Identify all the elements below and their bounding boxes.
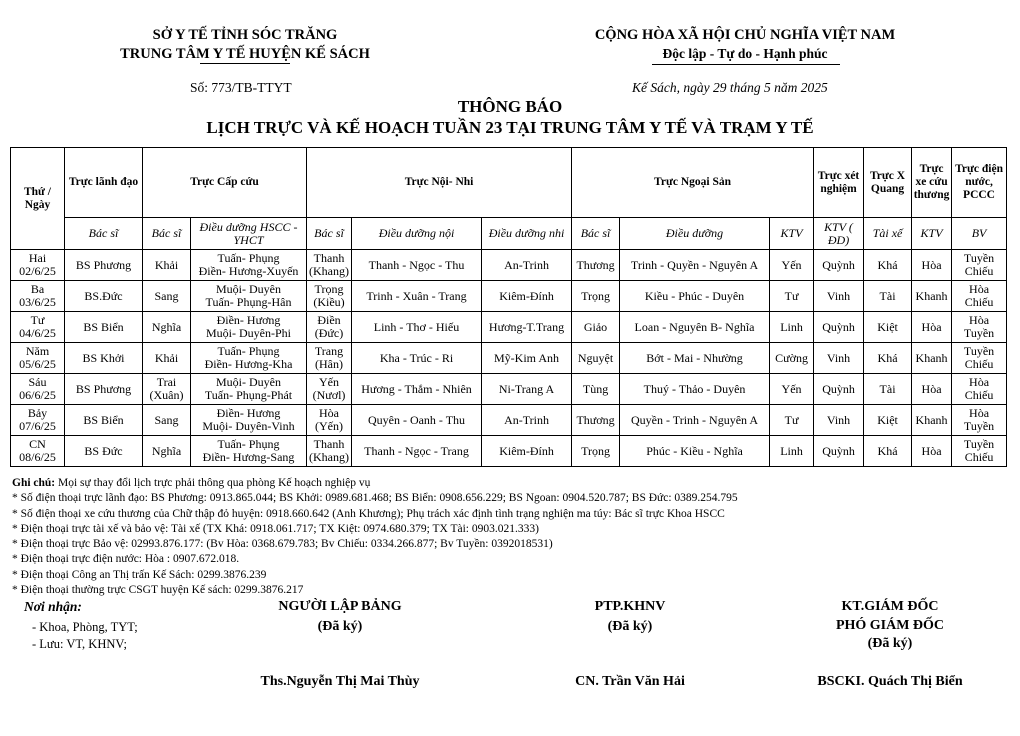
duty-cell: BS Phương [65,250,143,281]
duty-cell: Khá [864,343,912,374]
duty-cell: Hòa [912,312,952,343]
duty-cell: Phúc - Kiều - Nghĩa [620,436,770,467]
duty-cell: Thương [572,250,620,281]
duty-cell: Cường [770,343,814,374]
subheader-cell: Bác sĩ [572,218,620,250]
document-title: THÔNG BÁO [457,97,563,116]
day-cell: Hai 02/6/25 [11,250,65,281]
duty-cell: Thanh - Ngọc - Thu [352,250,482,281]
note-line: * Điện thoại trực điện nước: Hòa : 0907.672.018. [12,553,240,566]
duty-cell: Quỳnh [814,374,864,405]
duty-cell: Khá [864,250,912,281]
subheader-cell: Điều dưỡng HSCC - YHCT [191,218,307,250]
duty-cell: Trai (Xuân) [143,374,191,405]
duty-cell: Hương - Thắm - Nhiên [352,374,482,405]
duty-cell: Sang [143,405,191,436]
notes-label: Ghi chú: [12,477,56,489]
header-ambulance: Trực xe cứu thương [912,148,952,218]
document-number: Số: 773/TB-TTYT [190,80,292,95]
notes-first-line [12,476,1012,491]
header-surgery: Trực Ngoại Sản [572,148,814,218]
subheader-cell: KTV [770,218,814,250]
duty-cell: Quỳnh [814,312,864,343]
duty-cell: Khanh [912,405,952,436]
schedule-row [11,312,1007,343]
duty-cell: Trang (Hân) [307,343,352,374]
subheader-cell: Điều dưỡng nhi [482,218,572,250]
duty-cell: Tuấn- Phụng Điền- Hương-Kha [191,343,307,374]
director-name: BSCKI. Quách Thị Biển [817,674,963,689]
duty-cell: Hòa Chiếu [952,281,1007,312]
header-electric: Trực điện nước, PCCC [952,148,1007,218]
duty-cell: Hòa (Yến) [307,405,352,436]
duty-cell: BS Biển [65,312,143,343]
duty-cell: Thanh (Khang) [307,250,352,281]
note-line: * Điện thoại Công an Thị trấn Kế Sách: 0299.3876.239 [12,568,267,581]
duty-cell: Tuyền Chiếu [952,436,1007,467]
duty-cell: Quyên - Oanh - Thu [352,405,482,436]
day-cell: Năm 05/6/25 [11,343,65,374]
duty-cell: Bớt - Mai - Nhường [620,343,770,374]
duty-cell: Sang [143,281,191,312]
duty-cell: Tư [770,405,814,436]
duty-cell: Khá [864,436,912,467]
duty-cell: An-Trinh [482,405,572,436]
subheader-cell: KTV ( ĐD) [814,218,864,250]
ptp-title: PTP.KHNV [594,599,666,614]
duty-cell: Loan - Nguyên B- Nghĩa [620,312,770,343]
note-line: * Điện thoại trực tài xế và bảo vệ: Tài xế (TX Khá: 0918.061.717; TX Kiệt: 0974.680.379; TX Tài: 0903.021.333) [12,522,539,535]
duty-cell: BS Phương [65,374,143,405]
duty-cell: Hương-T.Trang [482,312,572,343]
duty-cell: Linh [770,436,814,467]
note-line: * Số điện thoại xe cứu thương của Chữ thập đỏ huyện: 0918.660.642 (Anh Khương); Phụ trách xác định tình trạng nghiện ma túy: Bác sĩ trực Khoa HSCC [12,507,725,520]
duty-cell: Trinh - Quyền - Nguyên A [620,250,770,281]
duty-cell: Tuyền Chiếu [952,250,1007,281]
day-cell: Bảy 07/6/25 [11,405,65,436]
subheader-cell: Bác sĩ [307,218,352,250]
duty-cell: Tuấn- Phụng Điền- Hương-Sang [191,436,307,467]
duty-cell: Trinh - Xuân - Trang [352,281,482,312]
duty-cell: Muội- Duyên Tuấn- Phụng-Hân [191,281,307,312]
duty-cell: BS.Đức [65,281,143,312]
duty-cell: Quỳnh [814,250,864,281]
header-emergency: Trực Cấp cứu [143,148,307,218]
duty-cell: Yến (Nươl) [307,374,352,405]
duty-cell: Quỳnh [814,436,864,467]
duty-cell: Hòa [912,250,952,281]
duty-cell: Khải [143,343,191,374]
duty-cell: Khanh [912,343,952,374]
duty-cell: Nghĩa [143,436,191,467]
duty-cell: Linh [770,312,814,343]
header-lab: Trực xét nghiệm [814,148,864,218]
duty-cell: Yến [770,374,814,405]
duty-cell: Điền- Hương Muội- Duyên-Vinh [191,405,307,436]
national-title: CỘNG HÒA XÃ HỘI CHỦ NGHĨA VIỆT NAM [594,27,896,43]
place-date: Kế Sách, ngày 29 tháng 5 năm 2025 [632,80,828,95]
ptp-name: CN. Trần Văn Hải [575,674,685,689]
duty-cell: Thuý - Thảo - Duyên [620,374,770,405]
duty-cell: Kiệt [864,312,912,343]
duty-cell: Khanh [912,281,952,312]
duty-cell: Kiêm-Đính [482,281,572,312]
duty-cell: Muội- Duyên Tuấn- Phụng-Phát [191,374,307,405]
duty-cell: Thanh - Ngọc - Trang [352,436,482,467]
duty-cell: Hòa [912,374,952,405]
duty-cell: Khải [143,250,191,281]
schedule-row [11,374,1007,405]
duty-cell: Kiều - Phúc - Duyên [620,281,770,312]
duty-cell: Linh - Thơ - Hiếu [352,312,482,343]
director-title: KT.GIÁM ĐỐC [841,599,939,614]
duty-cell: Mỹ-Kim Anh [482,343,572,374]
duty-cell: Hòa Tuyền [952,312,1007,343]
subheader-cell: Điều dưỡng nội [352,218,482,250]
vice-director-title: PHÓ GIÁM ĐỐC [835,618,945,633]
preparer-name: Ths.Nguyễn Thị Mai Thùy [260,674,420,689]
duty-cell: Thương [572,405,620,436]
header-right-underline [652,64,840,65]
note-line: * Điện thoại trực Bảo vệ: 02993.876.177: (Bv Hòa: 0368.679.783; Bv Chiếu: 0334.266.877; Bv Tuyền: 0392018531) [12,538,553,551]
subheader-cell: KTV [912,218,952,250]
duty-cell: Giảo [572,312,620,343]
recipient-item: - Lưu: VT, KHNV; [32,637,127,651]
preparer-title: NGƯỜI LẬP BẢNG [278,599,402,614]
duty-cell: Tư [770,281,814,312]
duty-cell: Điền (Đức) [307,312,352,343]
subheader-cell: Bác sĩ [143,218,191,250]
duty-cell: BS Biển [65,405,143,436]
recipient-item: - Khoa, Phòng, TYT; [32,620,138,634]
schedule-row [11,405,1007,436]
notes-section [12,476,1012,598]
duty-cell: Kiêm-Đính [482,436,572,467]
duty-cell: Hòa Tuyền [952,405,1007,436]
director-signed: (Đã ký) [867,636,913,651]
duty-cell: Vinh [814,343,864,374]
document-subtitle: LỊCH TRỰC VÀ KẾ HOẠCH TUẦN 23 TẠI TRUNG TÂM Y TẾ VÀ TRẠM Y TẾ [206,118,814,137]
day-cell: Sáu 06/6/25 [11,374,65,405]
schedule-row [11,250,1007,281]
duty-cell: BS Khởi [65,343,143,374]
duty-cell: Hòa Chiếu [952,374,1007,405]
duty-cell: Quyền - Trinh - Nguyên A [620,405,770,436]
duty-cell: Hòa [912,436,952,467]
duty-cell: Kha - Trúc - Ri [352,343,482,374]
header-left-underline [200,63,290,64]
center-name: TRUNG TÂM Y TẾ HUYỆN KẾ SÁCH [120,46,370,62]
subheader-cell: Điều dưỡng [620,218,770,250]
schedule-row [11,343,1007,374]
day-cell: CN 08/6/25 [11,436,65,467]
duty-cell: Thanh (Khang) [307,436,352,467]
notes-first-text: Mọi sự thay đổi lịch trực phải thông qua phòng Kế hoạch nghiệp vụ [55,477,371,489]
duty-cell: Tuấn- Phụng Điền- Hương-Xuyến [191,250,307,281]
schedule-row [11,281,1007,312]
duty-cell: Vinh [814,281,864,312]
duty-cell: Trọng [572,436,620,467]
note-line: * Điện thoại thường trực CSGT huyện Kế sách: 0299.3876.217 [12,584,304,597]
duty-cell: BS Đức [65,436,143,467]
subheader-cell: Bác sĩ [65,218,143,250]
subheader-cell: BV [952,218,1007,250]
header-leader: Trực lãnh đạo [65,148,143,218]
preparer-signed: (Đã ký) [317,619,363,634]
agency-name: SỞ Y TẾ TỈNH SÓC TRĂNG [152,27,338,43]
duty-cell: Trọng (Kiều) [307,281,352,312]
note-line: * Số điện thoại trực lãnh đạo: BS Phương: 0913.865.044; BS Khởi: 0989.681.468; BS Biển: 0908.656.229; BS Ngoan: 0904.520.787; BS Đức: 0389.254.795 [12,492,738,505]
national-motto: Độc lập - Tự do - Hạnh phúc [662,46,828,61]
ptp-signed: (Đã ký) [607,619,653,634]
duty-cell: An-Trinh [482,250,572,281]
duty-cell: Trọng [572,281,620,312]
header-xray: Trực X Quang [864,148,912,218]
day-cell: Tư 04/6/25 [11,312,65,343]
duty-cell: Tài [864,281,912,312]
duty-cell: Ni-Trang A [482,374,572,405]
header-internal: Trực Nội- Nhi [307,148,572,218]
subheader-cell: Tài xế [864,218,912,250]
duty-cell: Kiệt [864,405,912,436]
duty-cell: Điền- Hương Muội- Duyên-Phi [191,312,307,343]
duty-cell: Yến [770,250,814,281]
duty-schedule-table [10,147,1007,467]
duty-cell: Tuyền Chiếu [952,343,1007,374]
day-cell: Ba 03/6/25 [11,281,65,312]
schedule-row [11,436,1007,467]
duty-cell: Tài [864,374,912,405]
header-day: Thứ / Ngày [11,148,65,250]
recipients-label: Nơi nhận: [24,599,82,614]
duty-cell: Vinh [814,405,864,436]
duty-cell: Nghĩa [143,312,191,343]
duty-cell: Tùng [572,374,620,405]
duty-cell: Nguyệt [572,343,620,374]
